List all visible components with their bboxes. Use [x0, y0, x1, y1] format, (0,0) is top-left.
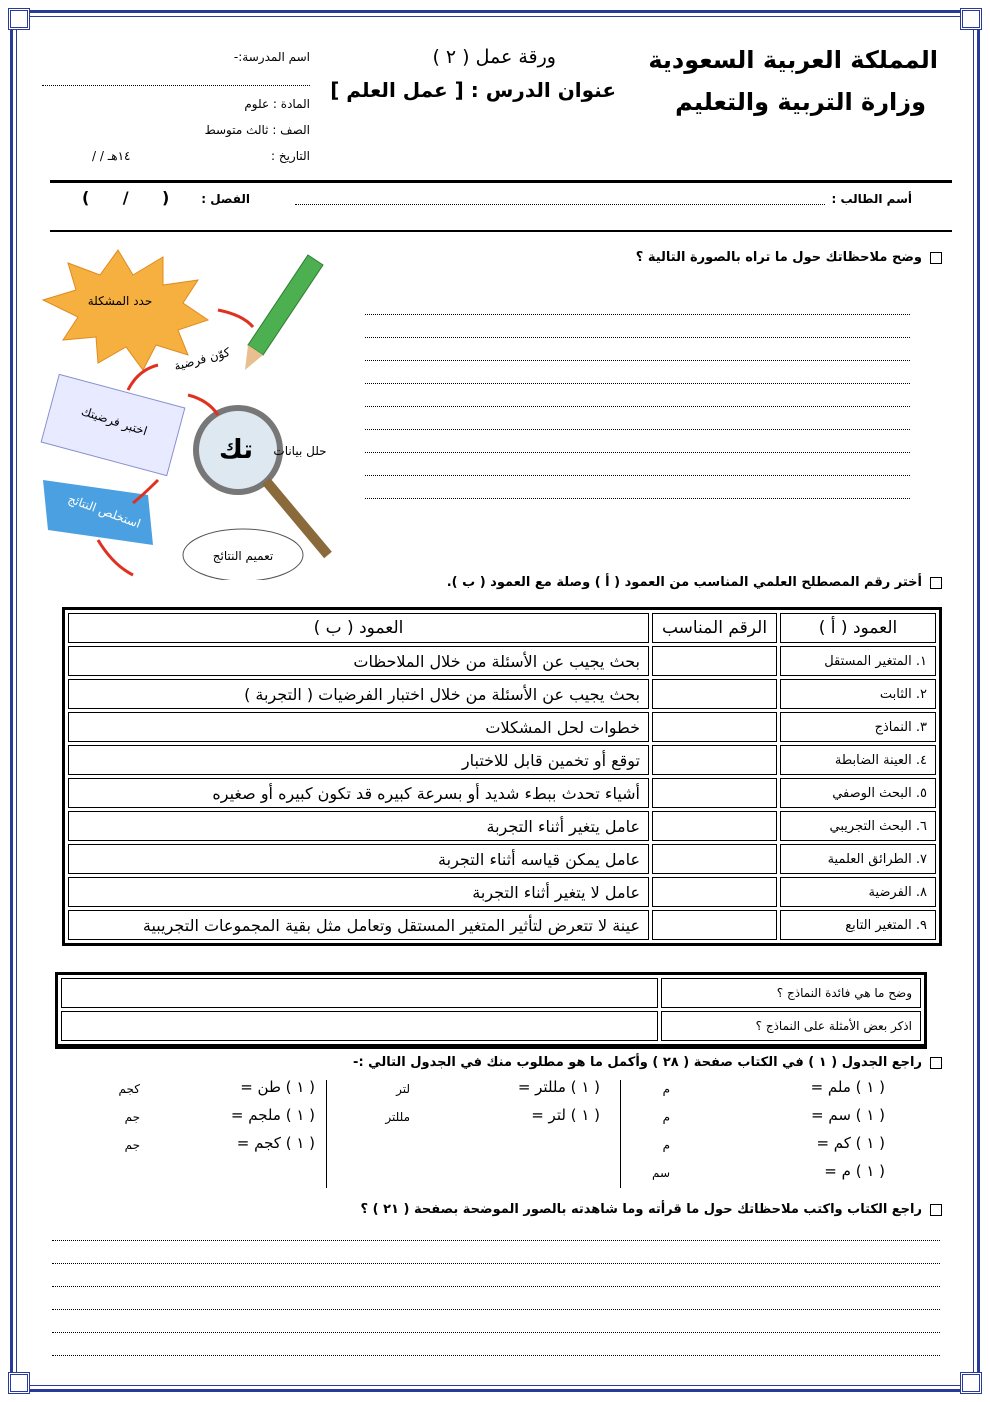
- question-3-text: راجع الجدول ( ١ ) في الكتاب صفحة ( ٢٨ ) وأكمل ما هو مطلوب منك في الجدول التالي :-: [353, 1055, 922, 1070]
- term-cell: ٩. المتغير التابع: [780, 910, 936, 940]
- header-column-a: العمود ( أ ): [780, 613, 936, 643]
- column-divider: [620, 1080, 621, 1188]
- worksheet-title: ورقة عمل ( ٢ ): [432, 46, 556, 68]
- scientific-method-illustration: [38, 245, 338, 580]
- student-name-label: أسم الطالب :: [831, 192, 912, 206]
- header-number: الرقم المناسب: [652, 613, 777, 643]
- definition-cell: عامل لا يتغير أثناء التجربة: [68, 877, 649, 907]
- label-analyze: حلل بيانات: [273, 444, 327, 458]
- short-questions-table: [55, 972, 927, 1047]
- definition-cell: بحث يجيب عن الأسئلة من خلال اختبار الفرضيات ( التجربة ): [68, 679, 649, 709]
- unit-conversion-left: ( ١ ) كجم =: [236, 1134, 315, 1152]
- table-row: [68, 745, 936, 775]
- table-row: [68, 910, 936, 940]
- term-cell: ٢. الثابت: [780, 679, 936, 709]
- corner-ornament: [960, 1372, 982, 1394]
- lesson-title: عنوان الدرس : [ عمل العلم ]: [330, 78, 616, 102]
- definition-cell: عامل يتغير أثناء التجربة: [68, 811, 649, 841]
- unit-target: م: [662, 1138, 670, 1152]
- number-answer-cell[interactable]: [652, 910, 777, 940]
- unit-conversion-left: ( ١ ) ملجم =: [230, 1106, 315, 1124]
- number-answer-cell[interactable]: [652, 745, 777, 775]
- definition-cell: أشياء تحدث ببطء شديد أو بسرعة كبيره قد تكون كبيره أو صغيره: [68, 778, 649, 808]
- school-field[interactable]: [42, 85, 310, 86]
- unit-conversion-left: ( ١ ) لتر =: [531, 1106, 600, 1124]
- table-row: [68, 811, 936, 841]
- checkbox-icon: [930, 577, 942, 589]
- table-row: [61, 1011, 921, 1041]
- table-row: [68, 877, 936, 907]
- definition-cell: عينة لا تتعرض لتأثير المتغير المستقل وتعامل مثل بقية المجموعات التجريبية: [68, 910, 649, 940]
- table-row: [68, 778, 936, 808]
- unit-conversion-left: ( ١ ) م =: [824, 1162, 885, 1180]
- unit-target: جم: [124, 1138, 140, 1152]
- label-test: اختبر فرضيتك: [79, 403, 149, 439]
- divider: [50, 230, 952, 232]
- divider: [50, 180, 952, 183]
- unit-conversion-left: ( ١ ) طن =: [240, 1078, 315, 1096]
- header-column-b: العمود ( ب ): [68, 613, 649, 643]
- definition-cell: توقع أو تخمين قابل للاختبار: [68, 745, 649, 775]
- number-answer-cell[interactable]: [652, 679, 777, 709]
- column-divider: [326, 1080, 327, 1188]
- unit-target: م: [662, 1110, 670, 1124]
- student-name-field[interactable]: [295, 204, 825, 205]
- grade-label: الصف : ثالث متوسط: [204, 123, 310, 137]
- checkbox-icon: [930, 252, 942, 264]
- corner-ornament: [960, 8, 982, 30]
- definition-cell: عامل يمكن قياسه أثناء التجربة: [68, 844, 649, 874]
- ministry-title: وزارة التربية والتعليم: [675, 88, 926, 116]
- checkbox-icon: [930, 1057, 942, 1069]
- table-row: [68, 712, 936, 742]
- unit-conversion-left: ( ١ ) ملم =: [810, 1078, 885, 1096]
- unit-conversion-left: ( ١ ) مللتر =: [517, 1078, 600, 1096]
- term-cell: ٤. العينة الضابطة: [780, 745, 936, 775]
- unit-target: جم: [124, 1110, 140, 1124]
- term-cell: ٦. البحث التجريبي: [780, 811, 936, 841]
- question-1-text: وضح ملاحظاتك حول ما تراه بالصورة التالية ؟: [635, 250, 922, 265]
- term-cell: ٥. البحث الوصفي: [780, 778, 936, 808]
- kingdom-title: المملكة العربية السعودية: [648, 46, 938, 74]
- table-row: [68, 679, 936, 709]
- answer-cell[interactable]: [61, 978, 658, 1008]
- unit-target: كجم: [118, 1082, 140, 1096]
- definition-cell: خطوات لحل المشكلات: [68, 712, 649, 742]
- date-label: التاريخ :: [270, 149, 310, 163]
- unit-conversion-left: ( ١ ) سم =: [811, 1106, 885, 1124]
- corner-ornament: [8, 8, 30, 30]
- table-row: [68, 844, 936, 874]
- number-answer-cell[interactable]: [652, 811, 777, 841]
- question-cell: اذكر بعض الأمثلة على النماذج ؟: [661, 1011, 921, 1041]
- term-cell: ١. المتغير المستقل: [780, 646, 936, 676]
- corner-ornament: [8, 1372, 30, 1394]
- label-conclude: استخلص النتائج: [66, 491, 143, 531]
- number-answer-cell[interactable]: [652, 844, 777, 874]
- label-hypothesis: كوّن فرضية: [172, 344, 232, 374]
- answer-cell[interactable]: [61, 1011, 658, 1041]
- question-3: [353, 1055, 942, 1070]
- question-4: [361, 1202, 942, 1217]
- term-cell: ٨. الفرضية: [780, 877, 936, 907]
- unit-target: سم: [651, 1166, 670, 1180]
- question-4-text: راجع الكتاب واكتب ملاحظاتك حول ما قرأته وما شاهدته بالصور الموضحة بصفحة ( ٢١ ) ؟: [360, 1202, 922, 1217]
- number-answer-cell[interactable]: [652, 646, 777, 676]
- label-define-problem: حدد المشكلة: [87, 294, 153, 308]
- unit-conversion-left: ( ١ ) كم =: [816, 1134, 885, 1152]
- table-header-row: [68, 613, 936, 643]
- pencil-icon: [245, 255, 323, 370]
- term-cell: ٧. الطرائق العلمية: [780, 844, 936, 874]
- date-value[interactable]: / / ١٤هـ: [92, 149, 131, 163]
- unit-target: مللتر: [385, 1110, 410, 1124]
- question-2: [447, 575, 942, 590]
- label-tk: تك: [219, 435, 253, 465]
- question-cell: وضح ما هي فائدة النماذج ؟: [661, 978, 921, 1008]
- number-answer-cell[interactable]: [652, 778, 777, 808]
- unit-target: لتر: [396, 1082, 410, 1096]
- subject-label: المادة : علوم: [244, 97, 310, 111]
- class-label: الفصل :: [201, 192, 250, 206]
- unit-target: م: [662, 1082, 670, 1096]
- number-answer-cell[interactable]: [652, 712, 777, 742]
- label-generalize: تعميم النتائج: [212, 549, 274, 563]
- term-cell: ٣. النماذج: [780, 712, 936, 742]
- question-2-text: أختر رقم المصطلح العلمي المناسب من العمود ( أ ) وصلة مع العمود ( ب ).: [446, 575, 922, 590]
- table-row: [61, 978, 921, 1008]
- checkbox-icon: [930, 1204, 942, 1216]
- school-label: اسم المدرسة:-: [233, 50, 310, 64]
- definition-cell: بحث يجيب عن الأسئلة من خلال الملاحظات: [68, 646, 649, 676]
- matching-table: [62, 607, 942, 946]
- number-answer-cell[interactable]: [652, 877, 777, 907]
- question-1: [636, 250, 942, 265]
- problem-burst: [43, 250, 208, 370]
- table-row: [68, 646, 936, 676]
- class-value[interactable]: ( / ): [82, 188, 170, 207]
- divider: [55, 1047, 927, 1049]
